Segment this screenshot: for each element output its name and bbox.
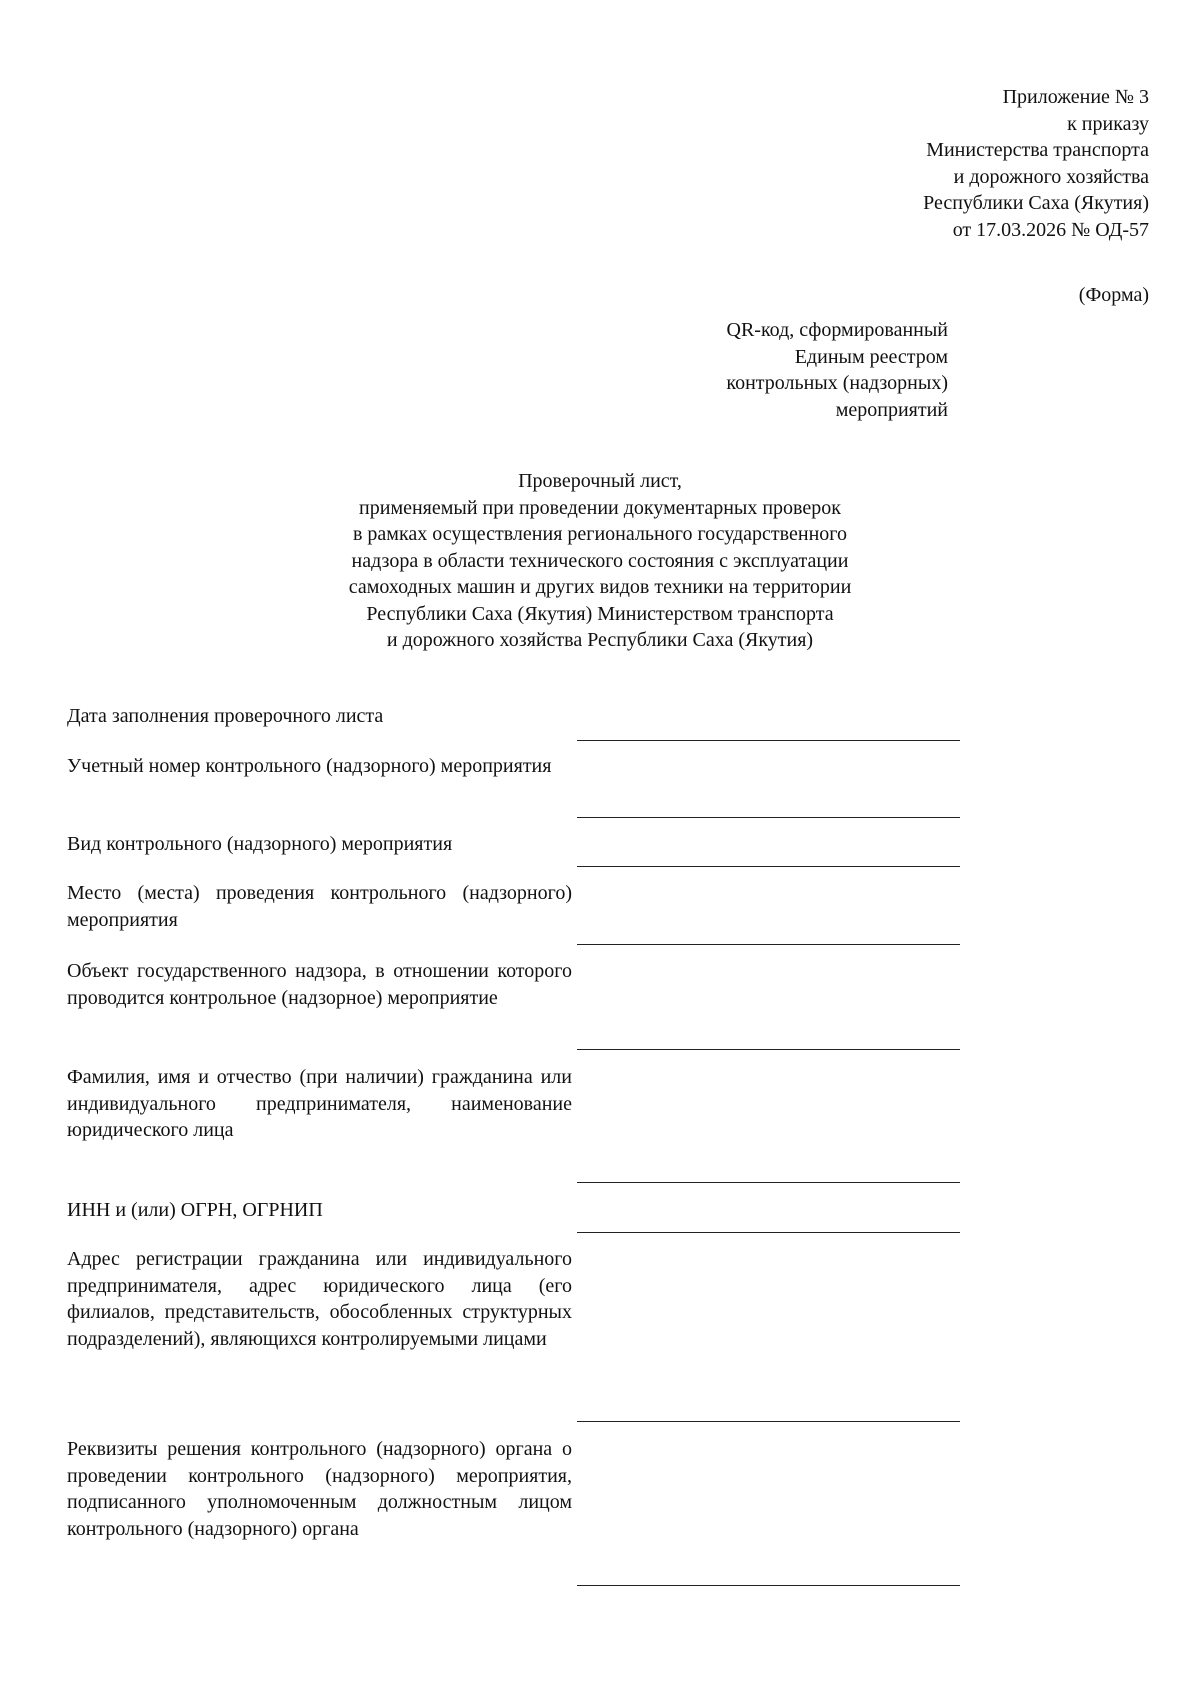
event-place-input-line[interactable] <box>577 944 960 945</box>
decision-details-input-line[interactable] <box>577 1585 960 1586</box>
appendix-line: Министерства транспорта <box>926 139 1149 161</box>
appendix-line: от 17.03.2026 № ОД-57 <box>952 218 1149 241</box>
event-type-input-line[interactable] <box>577 866 960 867</box>
title-line: надзора в области технического состояния с эксплуатации <box>351 549 849 572</box>
appendix-header <box>923 84 1149 243</box>
appendix-line: и дорожного хозяйства <box>953 165 1149 188</box>
registration-address-input-line[interactable] <box>577 1421 960 1422</box>
title-line: применяемый при проведении документарных проверок <box>359 496 841 519</box>
appendix-line: Республики Саха (Якутия) <box>923 192 1149 214</box>
qr-note-line: QR-код, сформированный <box>726 319 948 341</box>
registration-number-input-line[interactable] <box>577 817 960 818</box>
title-line: и дорожного хозяйства Республики Саха (Якутия) <box>386 629 814 651</box>
field-label-decision-details: Реквизиты решения контрольного (надзорного) органа о проведении контрольного (надзорного) мероприятия, подписанного уполномоченным должностным лицом контрольного (надзорного) органа <box>67 1438 572 1540</box>
document-title <box>0 468 1200 654</box>
field-label-registration-address: Адрес регистрации гражданина или индивидуального предпринимателя, адрес юридического лица (его филиалов, представительств, обособленных структурных подразделений), являющихся контролируемыми лицами <box>67 1248 572 1350</box>
qr-note-line: мероприятий <box>835 398 948 421</box>
appendix-line: к приказу <box>1067 112 1149 135</box>
qr-note-line: контрольных (надзорных) <box>726 372 948 394</box>
qr-code-note <box>726 317 948 423</box>
supervision-object-input-line[interactable] <box>577 1049 960 1050</box>
title-line: Республики Саха (Якутия) Министерством транспорта <box>366 602 834 625</box>
form-label: (Форма) <box>1078 284 1149 306</box>
field-label-inn-ogrn: ИНН и (или) ОГРН, ОГРНИП <box>67 1199 323 1221</box>
field-label-event-place: Место (места) проведения контрольного (надзорного) мероприятия <box>67 882 572 931</box>
field-label-person-name: Фамилия, имя и отчество (при наличии) гражданина или индивидуального предпринимателя, наименование юридического лица <box>67 1066 572 1141</box>
field-label-fill-date: Дата заполнения проверочного листа <box>67 705 384 727</box>
field-label-event-type: Вид контрольного (надзорного) мероприятия <box>67 833 453 855</box>
title-line: самоходных машин и других видов техники на территории <box>348 576 852 598</box>
title-line: Проверочный лист, <box>518 470 682 492</box>
person-name-input-line[interactable] <box>577 1182 960 1183</box>
qr-note-line: Единым реестром <box>794 345 948 368</box>
field-label-supervision-object: Объект государственного надзора, в отношении которого проводится контрольное (надзорное) мероприятие <box>67 960 572 1009</box>
inn-ogrn-input-line[interactable] <box>577 1232 960 1233</box>
title-line: в рамках осуществления регионального государственного <box>352 523 847 545</box>
appendix-line: Приложение № 3 <box>1002 86 1149 108</box>
fill-date-input-line[interactable] <box>577 740 960 741</box>
field-label-registration-number: Учетный номер контрольного (надзорного) мероприятия <box>67 755 552 777</box>
